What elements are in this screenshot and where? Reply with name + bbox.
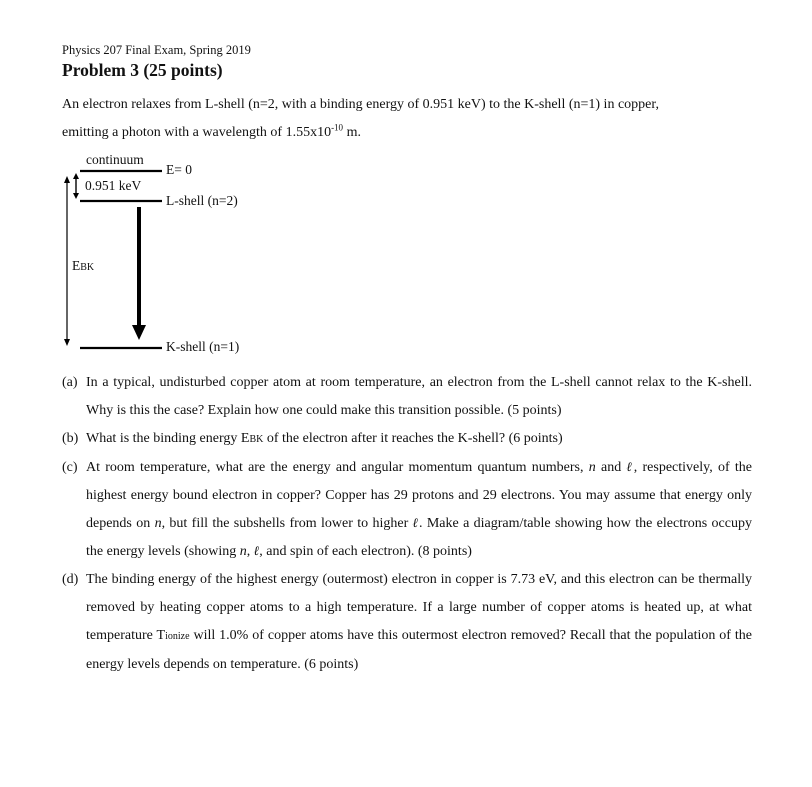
question-d	[62, 566, 752, 679]
question-label: (a)	[62, 375, 78, 390]
exponent: -10	[331, 122, 344, 133]
k-shell-label: K-shell (n=1)	[166, 339, 240, 354]
question-text: At room temperature, what are the energy and angular momentum quantum numbers, n and ℓ, respectively, of the highest energy bound electron in copper? Copper has 29 protons and 29 electrons. You may assume that energy only depends on n, but fill the subshells from lower to higher ℓ. Make a diagram/table showing how the electrons occupy the energy levels (showing n, ℓ, and spin of each electron). (8 points)	[86, 460, 752, 559]
question-text: In a typical, undisturbed copper atom at room temperature, an electron from the L-shell cannot relax to the K-shell. Why is this the case? Explain how one could make this transition possible. (5 points)	[86, 375, 752, 418]
problem-intro	[62, 91, 762, 147]
transition-arrow	[132, 207, 146, 340]
question-label: (c)	[62, 460, 78, 475]
l-shell-label: L-shell (n=2)	[166, 193, 238, 208]
question-label: (b)	[62, 431, 79, 446]
problem-title: Problem 3 (25 points)	[62, 60, 223, 80]
question-text: The binding energy of the highest energy (outermost) electron in copper is 7.73 eV, and this electron can be thermally removed by heating copper atoms to a high temperature. If a large number of copper atoms is heated up, at what temperature Tionize will 1.0% of copper atoms have this outermost electron removed? Recall that the population of the energy levels depends on temperature. (6 points)	[86, 572, 752, 672]
question-list	[62, 369, 752, 679]
question-a	[62, 369, 752, 425]
question-label: (d)	[62, 572, 79, 587]
ebk-double-arrow	[64, 176, 70, 346]
energy-diagram-graphics	[0, 145, 420, 365]
e-zero-label: E= 0	[166, 162, 192, 177]
energy-level-diagram	[0, 145, 420, 365]
course-header: Physics 207 Final Exam, Spring 2019	[62, 43, 251, 57]
intro-line-1: An electron relaxes from L-shell (n=2, with a binding energy of 0.951 keV) to the K-shell (n=1) in copper,	[62, 97, 659, 112]
ebk-label: EBK	[72, 258, 95, 273]
question-c	[62, 454, 752, 566]
gap-energy-label: 0.951 keV	[85, 178, 142, 193]
question-b	[62, 425, 752, 454]
continuum-label: continuum	[86, 152, 144, 167]
question-text: What is the binding energy EBK of the electron after it reaches the K-shell? (6 points)	[86, 431, 563, 446]
gap-double-arrow	[73, 173, 79, 199]
intro-line-2: emitting a photon with a wavelength of $1.55x10^{-10}$ m.	[62, 122, 361, 140]
